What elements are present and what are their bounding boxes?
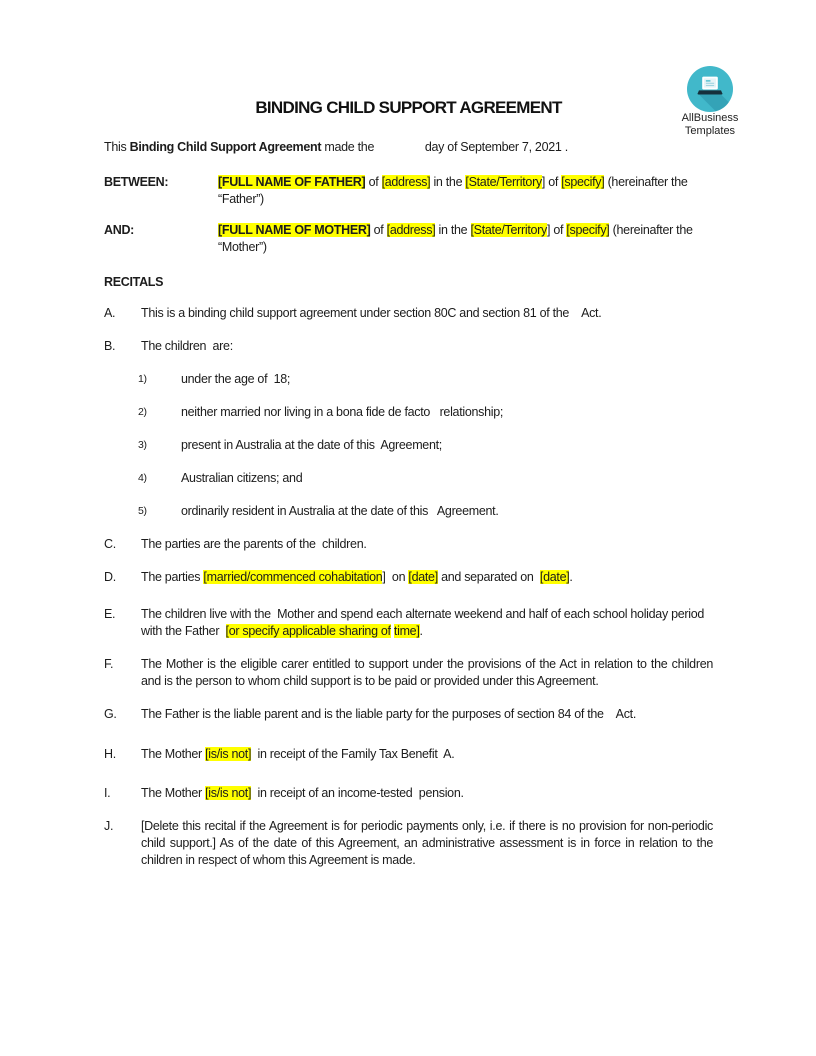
recital-E-text [141, 606, 713, 640]
text-run: present in Australia at the date of this Agreement; [181, 438, 442, 452]
text-run: Australian citizens; and [181, 471, 303, 485]
recital-I [104, 785, 713, 802]
placeholder-highlight[interactable]: [FULL NAME OF FATHER] [218, 175, 366, 189]
party-between [104, 174, 713, 208]
recital-B-text [141, 338, 713, 355]
text-run: of [370, 223, 387, 237]
text-run: This [104, 140, 130, 154]
logo [676, 66, 744, 137]
text-run: made the day of September 7, 2021 . [321, 140, 568, 154]
placeholder-highlight[interactable]: [State/Territory [465, 175, 542, 189]
recital-D [104, 569, 713, 586]
text-run: The Father is the liable parent and is the liable party for the purposes of section 84 of the Act. [141, 707, 637, 721]
logo-line2: Templates [684, 124, 736, 137]
party-between-text [218, 174, 713, 208]
text-run: in receipt of the Family Tax Benefit A. [251, 747, 455, 761]
list-marker: H. [104, 747, 116, 761]
recital-E [104, 606, 713, 640]
text-run: in the [430, 175, 466, 189]
text-run: under the age of 18; [181, 372, 291, 386]
recital-J [104, 818, 713, 869]
text-run: neither married nor living in a bona fide de facto relationship; [181, 405, 504, 419]
list-marker: D. [104, 570, 116, 584]
text-run: (hereinafter the “Father”) [218, 175, 691, 206]
laptop-icon [687, 66, 733, 112]
recital-F-text [141, 656, 713, 690]
party-label: AND: [104, 223, 135, 237]
text-run: The children live with the Mother and spend each alternate weekend and half of each school holiday period with the Father [141, 607, 708, 638]
text-run: The parties [141, 570, 204, 584]
placeholder-highlight[interactable]: [specify] [566, 223, 610, 237]
placeholder-highlight[interactable]: [is/is not] [205, 786, 252, 800]
list-marker: I. [104, 786, 111, 800]
recital-I-text [141, 785, 713, 802]
recital-B-item-3 [138, 437, 713, 454]
list-marker: E. [104, 607, 116, 621]
text-run: of [365, 175, 382, 189]
list-marker: J. [104, 819, 114, 833]
text-run: . [569, 570, 573, 584]
text-run: The children are: [141, 339, 233, 353]
recital-B-item-1-text [181, 371, 713, 388]
recital-B-item-2 [138, 404, 713, 421]
recital-B [104, 338, 713, 355]
list-marker: C. [104, 537, 116, 551]
recital-B-item-5-text [181, 503, 713, 520]
recital-B-item-2-text [181, 404, 713, 421]
placeholder-highlight[interactable]: [is/is not] [205, 747, 252, 761]
recital-B-item-4 [138, 470, 713, 487]
recital-G [104, 706, 713, 723]
placeholder-highlight[interactable]: [or specify applicable sharing of [225, 624, 391, 638]
text-run: in the [435, 223, 471, 237]
list-marker: 3) [138, 439, 147, 451]
text-run: The parties are the parents of the children. [141, 537, 367, 551]
recital-C [104, 536, 713, 553]
recital-C-text [141, 536, 713, 553]
list-marker: 5) [138, 505, 147, 517]
placeholder-highlight[interactable]: [FULL NAME OF MOTHER] [218, 223, 371, 237]
placeholder-highlight[interactable]: [married/commenced cohabitation [203, 570, 383, 584]
text-run: ] of [546, 223, 567, 237]
document-title: BINDING CHILD SUPPORT AGREEMENT [255, 98, 562, 117]
recital-A [104, 305, 713, 322]
text-run: This is a binding child support agreement under section 80C and section 81 of the Act. [141, 306, 602, 320]
party-and [104, 222, 713, 256]
party-label: BETWEEN: [104, 175, 169, 189]
recital-H [104, 746, 713, 763]
placeholder-highlight[interactable]: [address] [386, 223, 436, 237]
text-run: and separated on [437, 570, 540, 584]
logo-line1: AllBusiness [681, 112, 739, 124]
recital-B-item-3-text [181, 437, 713, 454]
text-run: ] of [541, 175, 562, 189]
list-marker: 4) [138, 472, 147, 484]
text-run: [Delete this recital if the Agreement is for periodic payments only, i.e. if there is no provision for non-periodic child support.] As of the date of this Agreement, an administrative assessment is in force in relation to the children in respect of whom this Agreement is made. [141, 819, 713, 867]
placeholder-highlight[interactable]: [address] [381, 175, 431, 189]
placeholder-highlight[interactable]: [date] [539, 570, 570, 584]
text-run: . [419, 624, 423, 638]
placeholder-highlight[interactable]: time] [393, 624, 420, 638]
recital-B-item-1 [138, 371, 713, 388]
recital-D-text [141, 569, 713, 586]
text-run: ordinarily resident in Australia at the date of this Agreement. [181, 504, 499, 518]
list-marker: F. [104, 657, 114, 671]
recital-A-text [141, 305, 713, 322]
text-run: (hereinafter the “Mother”) [218, 223, 696, 254]
list-marker: G. [104, 707, 117, 721]
list-marker: A. [104, 306, 116, 320]
placeholder-highlight[interactable]: [date] [408, 570, 438, 584]
recital-F [104, 656, 713, 690]
recital-B-item-5 [138, 503, 713, 520]
placeholder-highlight[interactable]: [State/Territory [470, 223, 547, 237]
text-run: ] on [382, 570, 409, 584]
recital-J-text [141, 818, 713, 869]
text-run: Binding Child Support Agreement [129, 140, 322, 154]
recital-B-item-4-text [181, 470, 713, 487]
text-run: in receipt of an income-tested pension. [251, 786, 464, 800]
text-run: The Mother is the eligible carer entitled to support under the provisions of the Act in relation to the children and is the person to whom child support is to be paid or provided under this Agreement. [141, 657, 713, 688]
text-run: The Mother [141, 747, 206, 761]
list-marker: 1) [138, 373, 147, 385]
list-marker: 2) [138, 406, 147, 418]
intro-paragraph [104, 139, 713, 156]
recital-H-text [141, 746, 713, 763]
recital-G-text [141, 706, 713, 723]
list-marker: B. [104, 339, 116, 353]
placeholder-highlight[interactable]: [specify] [561, 175, 605, 189]
recitals-heading: RECITALS [104, 275, 164, 289]
text-run: The Mother [141, 786, 206, 800]
logo-text [676, 112, 744, 137]
party-and-text [218, 222, 713, 256]
